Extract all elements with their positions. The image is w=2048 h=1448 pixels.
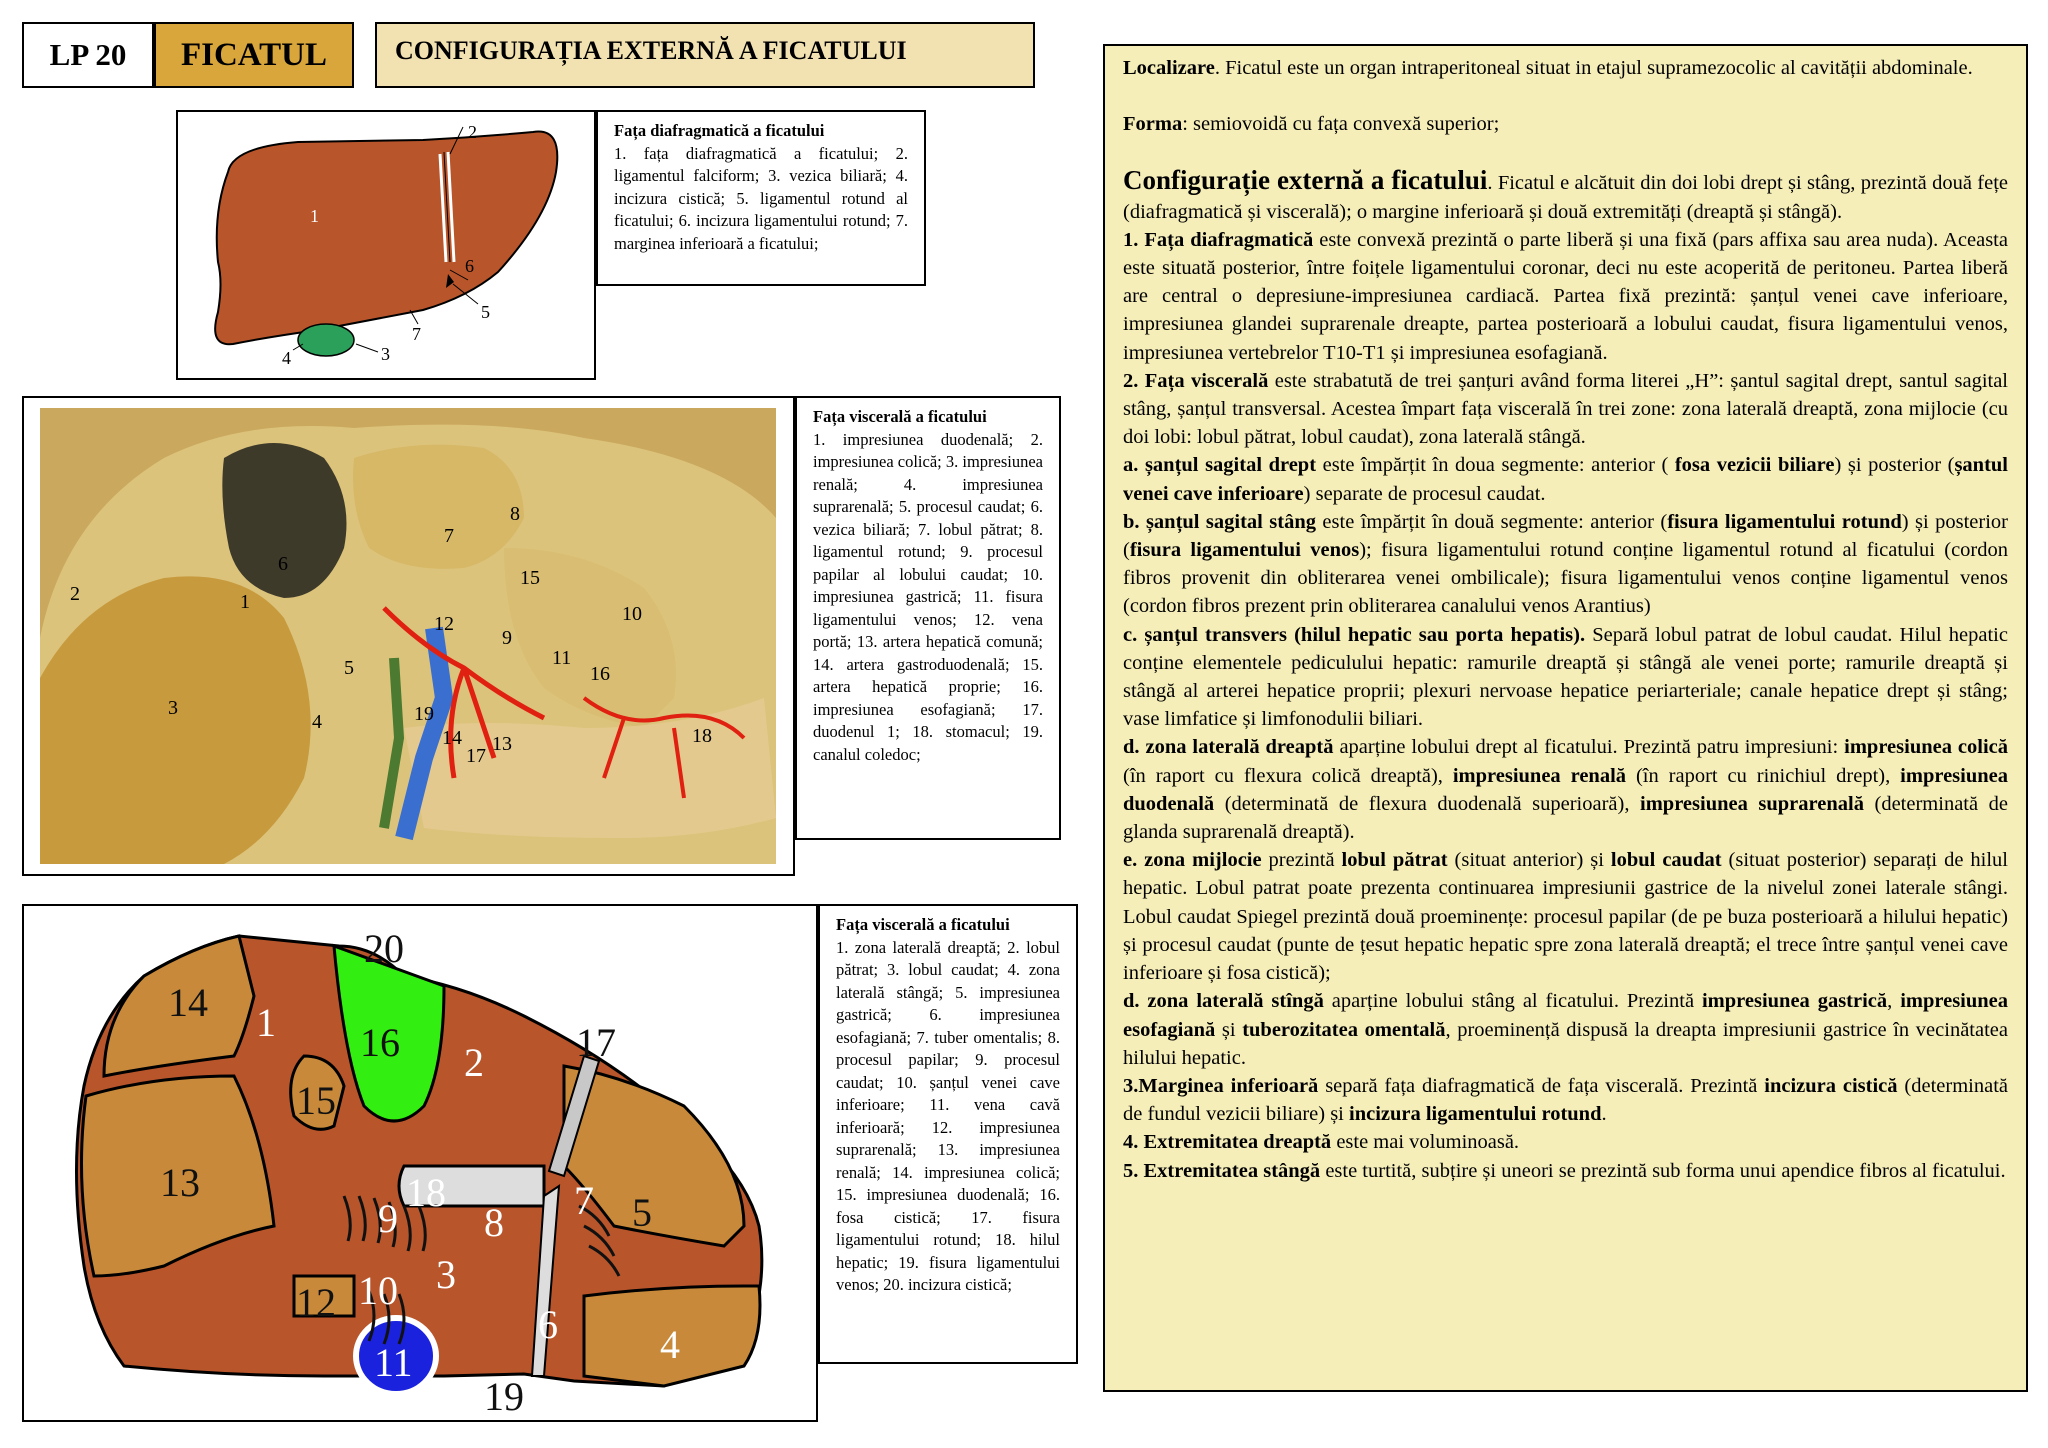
- f-text: ,: [1887, 990, 1901, 1013]
- a-label: a. șanțul sagital drept: [1123, 454, 1317, 477]
- photo-label: 7: [444, 525, 454, 547]
- photo-label: 5: [344, 657, 354, 679]
- d-bold: impresiunea duodenală: [1123, 764, 2008, 815]
- page-title: CONFIGURAȚIA EXTERNĂ A FICATULUI: [375, 22, 1035, 88]
- caption-text: 1. impresiunea duodenală; 2. impresiunea colică; 3. impresiunea renală; 4. impresiunea suprarenală; 5. procesul caudat; 6. vezica biliară; 7. lobul pătrat; 8. ligamentul rotund; 9. procesul papilar al lobului caudat; 10. impresiunea gastrică; 11. fisura ligamentului venos; 12. vena portă; 13. artera hepatică comună; 14. artera gastroduodenală; 15. artera hepatică proprie; 16. impresiunea esofagiană; 17. duodenul 1; 18. stomacul; 19. canalul coledoc;: [813, 429, 1044, 764]
- schema-label: 14: [168, 980, 208, 1025]
- caption-diaphragmatic: [596, 110, 926, 286]
- schema-label: 15: [296, 1078, 336, 1123]
- photo-label: 16: [590, 663, 610, 685]
- figure-diaphragmatic-face: [176, 110, 596, 380]
- liver-visceral-photo-illustration: [24, 398, 793, 874]
- p5-label: 5. Extremitatea stângă: [1123, 1159, 1321, 1182]
- photo-label: 1: [240, 591, 250, 613]
- e-text: (situat posterior) separați de hilul hepatic. Lobul patrat poate prezenta continuarea impresiunii gastrice de la nivelul zonei laterale stângi. Lobul caudat Spiegel prezintă două proeminențe: procesul papilar (de pe buza posterioară a hilului hepatic) și procesul caudat (punte de țesut hepatic hepatic spre zona laterală dreaptă; el trece între șanțul venei cave inferioare și fosa cistică);: [1123, 849, 2008, 985]
- b-text: ) și posterior (: [1123, 510, 2009, 562]
- schema-label: 6: [538, 1302, 558, 1347]
- p4-label: 4. Extremitatea dreaptă: [1123, 1131, 1332, 1154]
- b-text: este împărțit în două segmente: anterior (: [1316, 510, 1668, 533]
- b-label: b. șanțul sagital stâng: [1123, 510, 1316, 533]
- d-label: d. zona laterală dreaptă: [1123, 736, 1334, 759]
- schema-label: 20: [364, 926, 404, 971]
- diag-label: 4: [282, 348, 291, 368]
- schema-label: 5: [632, 1190, 652, 1235]
- p3-bold: incizura cistică: [1764, 1074, 1898, 1097]
- figure-visceral-photo: [22, 396, 795, 876]
- diag-label: 7: [412, 324, 421, 344]
- photo-label: 8: [510, 503, 520, 525]
- schema-label: 3: [436, 1252, 456, 1297]
- b-text: ); fisura ligamentului rotund conține ligamentul rotund al ficatului (cordon fibros provenit din obliterarea venei ombilicale); fisura ligamentului venos conține ligamentul venos (cordon fibros prezent prin obliterarea canalului venos Arantius): [1123, 539, 2009, 618]
- e-text: prezintă: [1261, 849, 1342, 872]
- liver-shape: [215, 132, 557, 345]
- config-label: Configurație externă a ficatului: [1123, 165, 1488, 196]
- schema-label: 19: [484, 1374, 524, 1419]
- c-text: Separă lobul patrat de lobul caudat. Hilul hepatic conține elementele pediculului hepatic: ramurile dreaptă și stângă ale venei porte; ramurile dreaptă și stângă al arterei hepatice proprii; plexuri nervoase hepatice periarteriale; canale hepatice drept și stâng; vase limfatice și limfonodulii biliari.: [1123, 623, 2008, 731]
- f-label: d. zona laterală stîngă: [1123, 990, 1324, 1013]
- b-bold: fisura ligamentului rotund: [1667, 510, 1902, 533]
- schema-label: 17: [576, 1020, 616, 1065]
- a-text: ) separate de procesul caudat.: [1303, 482, 1546, 505]
- p1-text: este convexă prezintă o parte liberă și una fixă (pars affixa sau area nuda). Aceasta este situată posterior, între foițele ligamentului coronar, deci nu este acoperită de peritoneu. Partea liberă are central o depresiune-impresiunea cardiacă. Partea fixă prezintă: șanțul venei cave inferioare, impresiunea glandei suprarenale dreapte, partea posterioară a lobului caudat, fisura ligamentului venos, impresiunea vertebrelor T10-T1 și impresiunea esofagiană.: [1123, 228, 2008, 364]
- photo-label: 10: [622, 603, 642, 625]
- d-text: (în raport cu flexura colică dreaptă),: [1123, 764, 1453, 787]
- f-text: și: [1215, 1018, 1243, 1041]
- description-panel: [1103, 44, 2028, 1392]
- config-text: . Ficatul e alcătuit din doi lobi drept și stâng, prezintă două fețe (diafragmatică și viscerală); o margine inferioară și două extremități (dreaptă și stângă).: [1123, 172, 2009, 223]
- c-label: c. șanțul transvers (hilul hepatic sau porta hepatis).: [1123, 623, 1586, 646]
- b-bold: fisura ligamentului venos: [1129, 539, 1360, 562]
- photo-label: 3: [168, 697, 178, 719]
- a-text: este împărțit în doua segmente: anterior (: [1316, 454, 1675, 477]
- figure-visceral-schema: [22, 904, 818, 1422]
- caption-text: 1. zona laterală dreaptă; 2. lobul pătrat; 3. lobul caudat; 4. zona laterală stângă; 5. impresiunea gastrică; 6. impresiunea esofagiană; 7. tuber omentalis; 8. procesul papilar; 9. procesul caudat; 10. șanțul venei cave inferioare; 11. vena cavă inferioară; 12. impresiunea suprarenală; 13. impresiunea renală; 14. impresiunea colică; 15. impresiunea duodenală; 16. fosa cistică; 17. fisura ligamentului rotund; 18. hilul hepatic; 19. fisura ligamentului venos; 20. incizura cistică;: [836, 937, 1060, 1294]
- lesson-number: LP 20: [22, 22, 154, 88]
- caption-text: 1. fața diafragmatică a ficatului; 2. ligamentul falciform; 3. vezica biliară; 4. incizura cistică; 5. ligamentul rotund al ficatului; 6. incizura ligamentului rotund; 7. marginea inferioară a ficatului;: [614, 143, 908, 253]
- loc-text: . Ficatul este un organ intraperitoneal situat in etajul supramezocolic al cavității abdominale.: [1214, 57, 1973, 79]
- gallbladder: [298, 324, 354, 356]
- schema-label: 11: [374, 1340, 413, 1385]
- photo-label: 18: [692, 725, 712, 747]
- p3-label: 3.Marginea inferioară: [1123, 1074, 1319, 1097]
- schema-label: 7: [574, 1178, 594, 1223]
- diag-label: 1: [310, 206, 319, 226]
- e-label: e. zona mijlocie: [1123, 849, 1262, 872]
- p3-bold: incizura ligamentului rotund: [1349, 1103, 1602, 1126]
- photo-label: 2: [70, 583, 80, 605]
- schema-label: 1: [256, 1000, 276, 1045]
- e-bold: lobul pătrat: [1341, 849, 1448, 872]
- photo-label: 4: [312, 711, 322, 733]
- a-text: ) și posterior (: [1834, 454, 1955, 477]
- p4-text: este mai voluminoasă.: [1331, 1131, 1520, 1154]
- schema-label: 4: [660, 1322, 680, 1367]
- a-bold: fosa vezicii biliare: [1674, 454, 1835, 477]
- photo-label: 17: [466, 745, 486, 767]
- p2-label: 2. Fața viscerală: [1123, 369, 1269, 392]
- liver-visceral-schema-drawing: [24, 906, 816, 1420]
- form-text: : semiovoidă cu fața convexă superior;: [1182, 113, 1500, 136]
- p5-text: este turtită, subțire și uneori se prezintă sub forma unui apendice fibros al ficatului.: [1320, 1159, 2006, 1182]
- caption-visceral-schema: [818, 904, 1078, 1364]
- p1-label: 1. Fața diafragmatică: [1123, 228, 1314, 251]
- diag-label: 2: [468, 122, 477, 142]
- caption-title: Fața viscerală a ficatului: [813, 407, 987, 426]
- schema-label: 9: [378, 1196, 398, 1241]
- d-bold: impresiunea colică: [1844, 736, 2009, 759]
- d-bold: impresiunea suprarenală: [1640, 792, 1864, 815]
- schema-label: 13: [160, 1160, 200, 1205]
- diag-label: 3: [381, 344, 390, 364]
- p2-text: este strabatută de trei șanțuri având forma literei „H”: șantul sagital drept, santul sagital stâng, șanțul transversal. Acestea împart fața viscerală în trei zone: zona laterală dreaptă, zona mijlocie (cu doi lobi: lobul pătrat, lobul caudat), zona laterală stângă.: [1123, 369, 2009, 449]
- photo-label: 13: [492, 733, 512, 755]
- caption-title: Fața viscerală a ficatului: [836, 915, 1010, 934]
- f-bold: impresiunea gastrică: [1701, 990, 1888, 1013]
- caption-title: Fața diafragmatică a ficatului: [614, 121, 825, 140]
- caption-visceral-photo: [795, 396, 1061, 840]
- d-text: aparține lobului drept al ficatului. Prezintă patru impresiuni:: [1333, 736, 1845, 759]
- d-text: (determinată de glanda suprarenală dreaptă).: [1123, 792, 2008, 844]
- photo-label: 19: [414, 703, 434, 725]
- diag-label: 5: [481, 302, 490, 322]
- schema-label: 12: [296, 1280, 336, 1325]
- photo-label: 14: [442, 727, 462, 749]
- f-text: aparține lobului stâng al ficatului. Prezintă: [1323, 990, 1702, 1013]
- photo-label: 11: [552, 647, 572, 669]
- form-label: Forma: [1123, 113, 1183, 136]
- schema-label: 16: [360, 1020, 400, 1065]
- liver-diaphragmatic-drawing: [178, 112, 594, 378]
- organ-title: FICATUL: [154, 22, 354, 88]
- e-text: (situat anterior) și: [1447, 849, 1611, 872]
- f-bold: impresiunea esofagiană: [1123, 990, 2009, 1041]
- photo-label: 6: [278, 553, 288, 575]
- loc-label: Localizare: [1123, 57, 1215, 79]
- schema-label: 8: [484, 1200, 504, 1245]
- photo-label: 9: [502, 627, 512, 649]
- p3-text: separă fața diafragmatică de fața viscerală. Prezintă: [1318, 1074, 1765, 1097]
- schema-label: 18: [406, 1170, 446, 1215]
- photo-label: 12: [434, 613, 454, 635]
- p3-text: .: [1601, 1103, 1607, 1126]
- f-bold: tuberozitatea omentală: [1242, 1018, 1446, 1041]
- p3-text: (determinată de fundul vezicii biliare) și: [1123, 1074, 2008, 1126]
- diag-label: 6: [465, 256, 474, 276]
- f-text: , proeminență dispusă la dreapta impresiunii gastrice în vecinătatea hilului hepatic.: [1123, 1018, 2008, 1069]
- schema-label: 10: [358, 1268, 398, 1313]
- schema-label: 2: [464, 1040, 484, 1085]
- a-bold: șantul venei cave inferioare: [1123, 454, 2008, 505]
- d-text: (determinată de flexura duodenală superioară),: [1214, 792, 1641, 815]
- photo-label: 15: [520, 567, 540, 589]
- d-text: (în raport cu rinichiul drept),: [1626, 764, 1901, 787]
- e-bold: lobul caudat: [1610, 849, 1722, 872]
- d-bold: impresiunea renală: [1452, 764, 1627, 787]
